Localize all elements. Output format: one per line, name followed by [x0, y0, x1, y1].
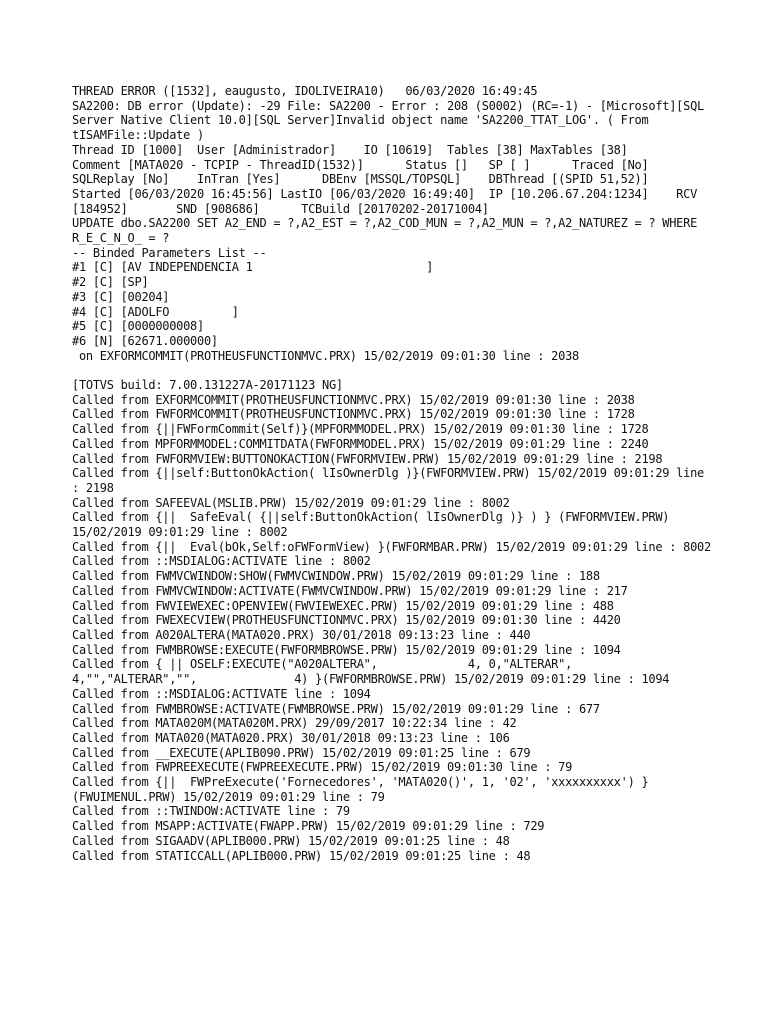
call-stack [72, 393, 712, 864]
call-stack-entry: Called from SIGAADV(APLIB000.PRW) 15/02/2019 09:01:25 line : 48 [72, 833, 510, 848]
call-stack-entry: Called from STATICCALL(APLIB000.PRW) 15/02/2019 09:01:25 line : 48 [72, 848, 531, 863]
call-stack-entry: Called from {||self:ButtonOkAction( lIsOwnerDlg )}(FWFORMVIEW.PRW) 15/02/2019 09:01:29 line : 2198 [72, 466, 711, 495]
blank-line [72, 363, 712, 378]
call-stack-entry: Called from ::MSDIALOG:ACTIVATE line : 1094 [72, 686, 371, 701]
parameter-3: #3 [C] [00204] [72, 289, 170, 304]
thread-error-line: THREAD ERROR ([1532], eaugusto, IDOLIVEIRA10) 06/03/2020 16:49:45 [72, 84, 538, 98]
call-stack-entry: Called from MATA020(MATA020.PRX) 30/01/2018 09:13:23 line : 106 [72, 730, 510, 745]
thread-info: Thread ID [1000] User [Administrador] IO [10619] Tables [38] MaxTables [38] Comment [MATA020 - TCPIP - ThreadID(1532)] Status [] SP [ ] Traced [No] SQLReplay [No] InTran [Yes] DBEnv [MSSQL/TOPSQL] DBThread [(SPID 51,52)] Started [06/03/2020 16:45:56] LastIO [06/03/2020 16:49:40] IP [10.206.67.204:1234] RCV [184952] SND [908686] TCBuild [20170202-20171004] [72, 142, 704, 216]
error-location: on EXFORMCOMMIT(PROTHEUSFUNCTIONMVC.PRX) 15/02/2019 09:01:30 line : 2038 [72, 348, 579, 363]
parameter-5: #5 [C] [0000000008] [72, 319, 204, 334]
call-stack-entry: Called from FWEXECVIEW(PROTHEUSFUNCTIONMVC.PRX) 15/02/2019 09:01:30 line : 4420 [72, 613, 621, 628]
parameter-2: #2 [C] [SP] [72, 275, 149, 290]
build-info: [TOTVS build: 7.00.131227A-20171123 NG] [72, 378, 343, 393]
parameter-4: #4 [C] [ADOLFO ] [72, 304, 239, 319]
call-stack-entry: Called from FWFORMVIEW:BUTTONOKACTION(FWFORMVIEW.PRW) 15/02/2019 09:01:29 line : 2198 [72, 451, 663, 466]
call-stack-entry: Called from __EXECUTE(APLIB090.PRW) 15/02/2019 09:01:25 line : 679 [72, 745, 531, 760]
call-stack-entry: Called from FWMBROWSE:EXECUTE(FWFORMBROWSE.PRW) 15/02/2019 09:01:29 line : 1094 [72, 642, 621, 657]
call-stack-entry: Called from EXFORMCOMMIT(PROTHEUSFUNCTIONMVC.PRX) 15/02/2019 09:01:30 line : 2038 [72, 392, 635, 407]
call-stack-entry: Called from ::TWINDOW:ACTIVATE line : 79 [72, 804, 350, 819]
call-stack-entry: Called from {|| SafeEval( {||self:ButtonOkAction( lIsOwnerDlg )} ) } (FWFORMVIEW.PRW) 15/02/2019 09:01:29 line : 8002 [72, 510, 677, 540]
call-stack-entry: Called from ::MSDIALOG:ACTIVATE line : 8002 [72, 554, 371, 569]
call-stack-entry: Called from MATA020M(MATA020M.PRX) 29/09/2017 10:22:34 line : 42 [72, 716, 517, 731]
call-stack-entry: Called from MPFORMMODEL:COMMITDATA(FWFORMMODEL.PRX) 15/02/2019 09:01:29 line : 2240 [72, 436, 649, 451]
call-stack-entry: Called from FWPREEXECUTE(FWPREEXECUTE.PRW) 15/02/2019 09:01:30 line : 79 [72, 760, 573, 775]
parameter-6: #6 [N] [62671.000000] [72, 333, 218, 348]
call-stack-entry: Called from {|| FWPreExecute('Fornecedores', 'MATA020()', 1, '02', 'xxxxxxxxxx') }(FWUIMENUL.PRW) 15/02/2019 09:01:29 line : 79 [72, 775, 649, 804]
call-stack-entry: Called from FWFORMCOMMIT(PROTHEUSFUNCTIONMVC.PRX) 15/02/2019 09:01:30 line : 1728 [72, 407, 635, 422]
parameter-1: #1 [C] [AV INDEPENDENCIA 1 ] [72, 260, 434, 275]
call-stack-entry: Called from A020ALTERA(MATA020.PRX) 30/01/2018 09:13:23 line : 440 [72, 628, 531, 642]
call-stack-entry: Called from FWMBROWSE:ACTIVATE(FWMBROWSE.PRW) 15/02/2019 09:01:29 line : 677 [72, 701, 600, 716]
db-error-message: SA2200: DB error (Update): -29 File: SA2200 - Error : 208 (S0002) (RC=-1) - [Microsoft][SQL Server Native Client 10.0][SQL Server]Invalid object name 'SA2200_TTAT_LOG'. ( From tISAMFile::Update ) [72, 98, 711, 143]
call-stack-entry: Called from FWMVCWINDOW:SHOW(FWMVCWINDOW.PRW) 15/02/2019 09:01:29 line : 188 [72, 569, 600, 584]
error-log-document [72, 84, 712, 863]
call-stack-entry: Called from MSAPP:ACTIVATE(FWAPP.PRW) 15/02/2019 09:01:29 line : 729 [72, 819, 545, 834]
call-stack-entry: Called from FWMVCWINDOW:ACTIVATE(FWMVCWINDOW.PRW) 15/02/2019 09:01:29 line : 217 [72, 583, 628, 598]
call-stack-entry: Called from {|| Eval(bOk,Self:oFWFormView) }(FWFORMBAR.PRW) 15/02/2019 09:01:29 line : 8002 [72, 539, 711, 554]
error-header [72, 84, 712, 363]
binded-parameters-heading: -- Binded Parameters List -- [72, 245, 267, 260]
call-stack-entry: Called from SAFEEVAL(MSLIB.PRW) 15/02/2019 09:01:29 line : 8002 [72, 495, 510, 510]
call-stack-entry: Called from FWVIEWEXEC:OPENVIEW(FWVIEWEXEC.PRW) 15/02/2019 09:01:29 line : 488 [72, 598, 614, 613]
call-stack-entry: Called from { || OSELF:EXECUTE("A020ALTERA", 4, 0,"ALTERAR", 4,"","ALTERAR","", 4) }(FWFORMBROWSE.PRW) 15/02/2019 09:01:29 line : 1094 [72, 657, 670, 687]
call-stack-entry: Called from {||FWFormCommit(Self)}(MPFORMMODEL.PRX) 15/02/2019 09:01:30 line : 1728 [72, 422, 649, 437]
sql-update-statement: UPDATE dbo.SA2200 SET A2_END = ?,A2_EST = ?,A2_COD_MUN = ?,A2_MUN = ?,A2_NATUREZ = ? WHERE R_E_C_N_O_ = ? [72, 216, 704, 246]
